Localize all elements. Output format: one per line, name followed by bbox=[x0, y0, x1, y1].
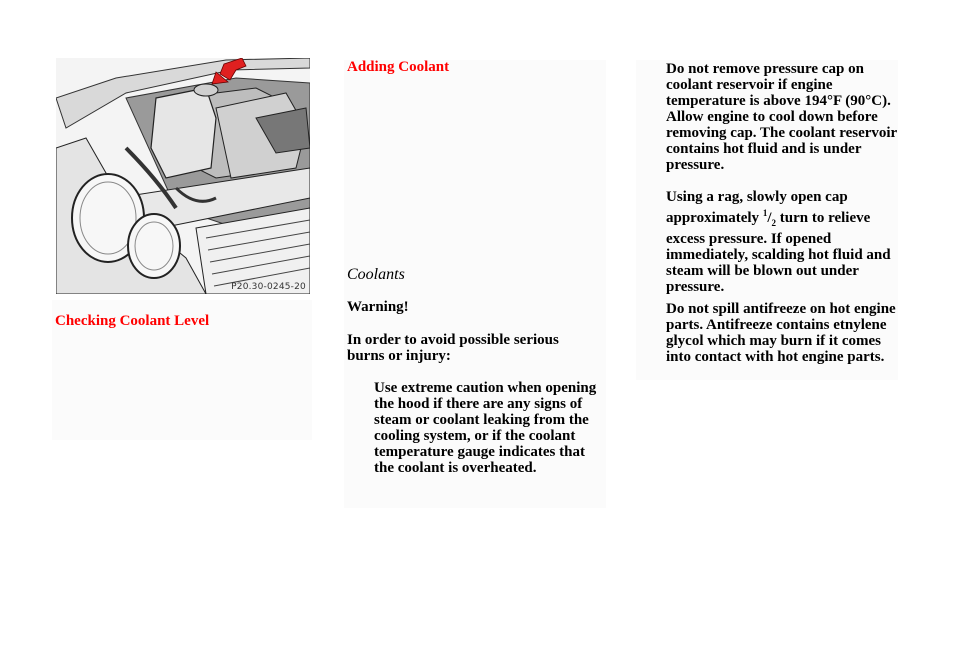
coolants-label: Coolants bbox=[347, 266, 405, 283]
engine-illustration bbox=[56, 58, 310, 294]
pressure-cap-warning: Do not remove pressure cap on coolant reservoir if engine temperature is above 194°F (90°C). Allow engine to cool down before removing cap. The coolant reservoir contains hot fluid and is under pressure. bbox=[666, 61, 897, 173]
caution-text: Use extreme caution when opening the hood if there are any signs of steam or coolant leaking from the cooling system, or if the coolant temperature gauge indicates that the coolant is overheated. bbox=[374, 380, 597, 476]
open-cap-text-start: Using a rag, slowly open cap approximately bbox=[666, 189, 848, 226]
warning-intro: In order to avoid possible serious burns or injury: bbox=[347, 332, 559, 364]
coolant-reservoir-illustration bbox=[151, 84, 218, 178]
fraction-numerator: 1 bbox=[762, 208, 768, 218]
fraction-denominator: 2 bbox=[771, 218, 776, 228]
warning-label: Warning! bbox=[347, 299, 409, 315]
open-cap-text-end: turn to relieve excess pressure. If opened immediately, scalding hot fluid and steam will be blown out under pressure. bbox=[666, 210, 891, 295]
checking-coolant-heading: Checking Coolant Level bbox=[55, 313, 210, 329]
adding-coolant-heading: Adding Coolant bbox=[347, 59, 450, 75]
figure-code: P20.30-0245-20 bbox=[231, 282, 306, 292]
open-cap-instruction: Using a rag, slowly open cap approximately $^1/_2$ turn to relieve excess pressure. If opened immediately, scalding hot fluid and steam will be blown out under pressure. bbox=[666, 189, 891, 295]
engine-compartment-svg bbox=[56, 58, 310, 294]
antifreeze-warning: Do not spill antifreeze on hot engine parts. Antifreeze contains etnylene glycol which may burn if it comes into contact with hot engine parts. bbox=[666, 301, 896, 365]
